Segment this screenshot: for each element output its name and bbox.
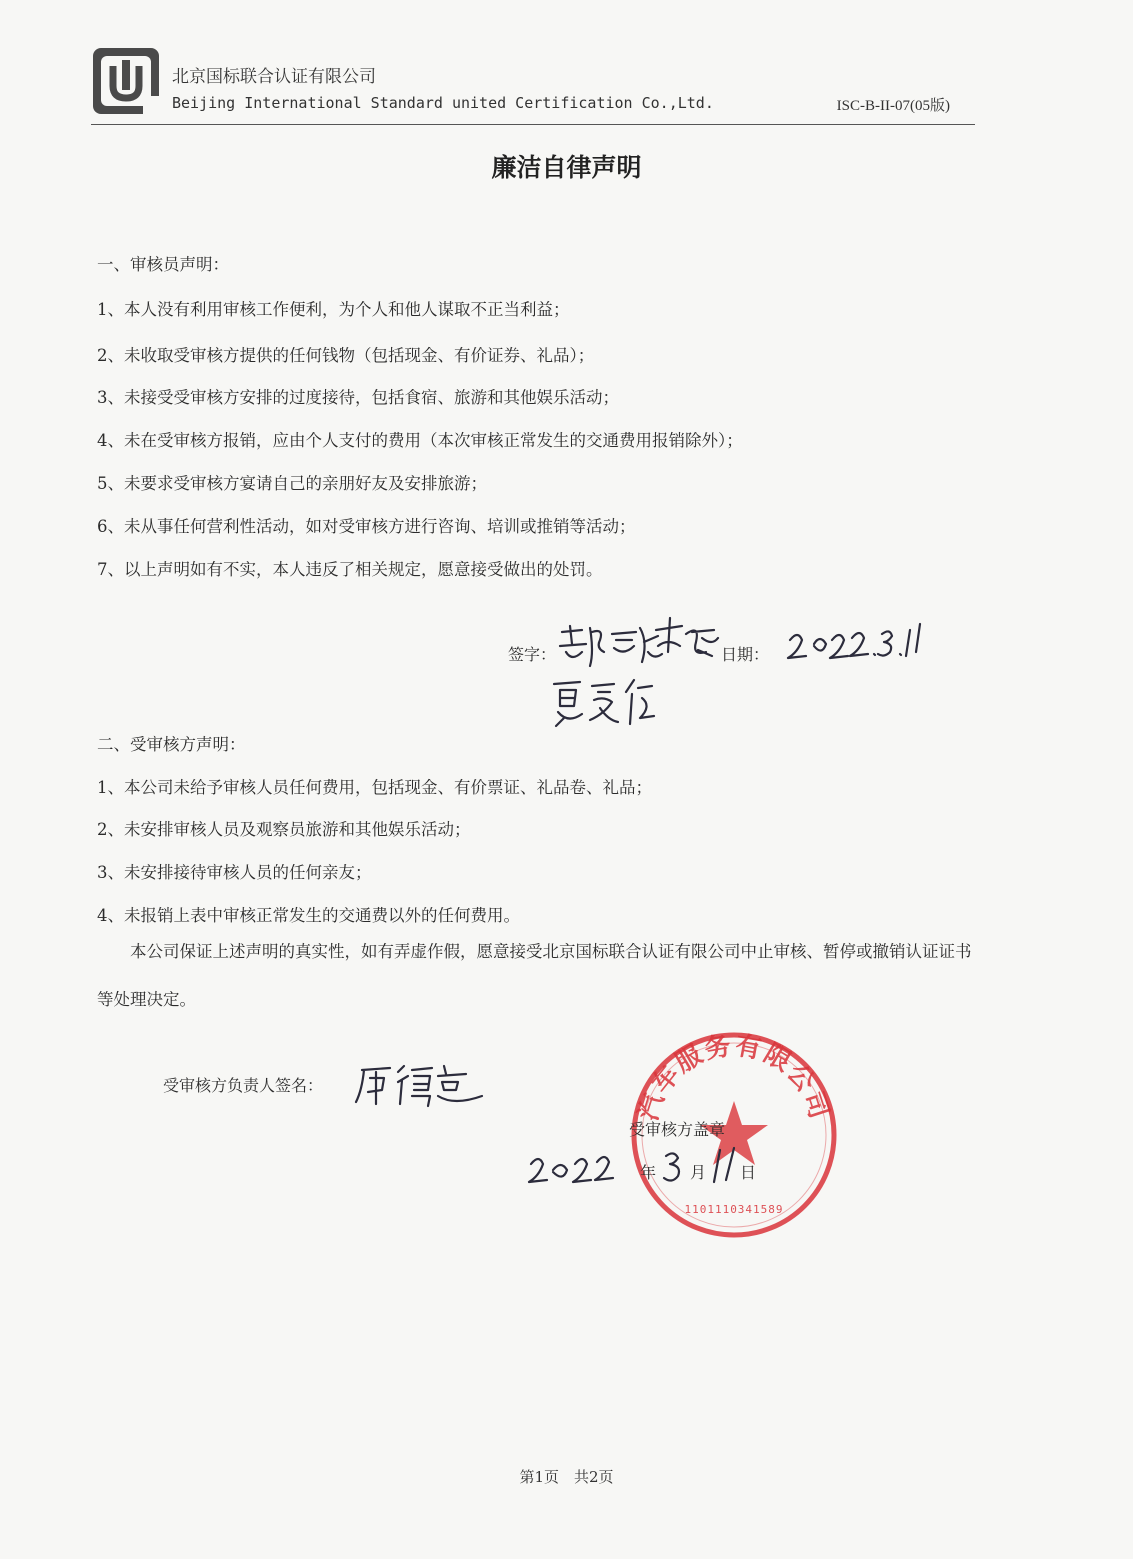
- company-name-en: Beijing International Standard united Certification Co.,Ltd.: [172, 94, 714, 112]
- date-label: 日期：: [721, 645, 770, 664]
- stamp-text: 汽车服务有限公司: [633, 1030, 835, 1125]
- responsible-sign-label: 受审核方负责人签名：: [163, 1076, 324, 1095]
- section1-heading: 一、审核员声明：: [97, 255, 229, 274]
- page-title: 廉洁自律声明: [491, 153, 642, 182]
- section1-item: 7、以上声明如有不实，本人违反了相关规定，愿意接受做出的处罚。: [97, 560, 603, 579]
- section2-item: 2、未安排审核人员及观察员旅游和其他娱乐活动；: [97, 820, 471, 839]
- guarantee-paragraph: 本公司保证上述声明的真实性，如有弄虚作假，愿意接受北京国标联合认证有限公司中止审核、暂停或撤销认证证书等处理决定。: [97, 942, 972, 1009]
- year-label: 年: [640, 1163, 657, 1182]
- auditor-signature-1: [556, 622, 666, 670]
- auditor-signature-3: [548, 676, 658, 730]
- responsible-month-handwritten: [662, 1148, 688, 1186]
- responsible-day-handwritten: [710, 1146, 740, 1186]
- auditor-signature-2: [652, 616, 722, 666]
- section2-heading: 二、受审核方声明：: [97, 735, 246, 754]
- section1-item: 1、本人没有利用审核工作便利，为个人和他人谋取不正当利益；: [97, 300, 570, 319]
- isc-logo-icon: [91, 46, 161, 116]
- auditor-date-handwritten: [784, 620, 924, 666]
- stamp-number: 1101110341589: [684, 1203, 784, 1216]
- document-code: ISC-B-II-07(05版): [836, 98, 950, 114]
- section2-item: 1、本公司未给予审核人员任何费用，包括现金、有价票证、礼品卷、礼品；: [97, 778, 652, 797]
- section2-item: 3、未安排接待审核人员的任何亲友；: [97, 863, 372, 882]
- section1-item: 4、未在受审核方报销，应由个人支付的费用（本次审核正常发生的交通费用报销除外）；: [97, 431, 743, 450]
- page-number: 第1页 共2页: [519, 1468, 614, 1486]
- section2-item: 4、未报销上表中审核正常发生的交通费以外的任何费用。: [97, 906, 520, 925]
- header-divider: [91, 124, 975, 125]
- section1-item: 2、未收取受审核方提供的任何钱物（包括现金、有价证券、礼品）；: [97, 346, 595, 365]
- section1-item: 5、未要求受审核方宴请自己的亲朋好友及安排旅游；: [97, 474, 487, 493]
- month-label: 月: [690, 1163, 707, 1182]
- section1-item: 3、未接受受审核方安排的过度接待，包括食宿、旅游和其他娱乐活动；: [97, 388, 619, 407]
- responsible-year-handwritten: [525, 1148, 617, 1190]
- sign-label: 签字：: [508, 645, 557, 664]
- day-label: 日: [740, 1163, 757, 1182]
- section1-item: 6、未从事任何营利性活动，如对受审核方进行咨询、培训或推销等活动；: [97, 517, 636, 536]
- responsible-signature: [354, 1060, 486, 1112]
- seal-label: 受审核方盖章: [629, 1120, 726, 1139]
- company-name-cn: 北京国标联合认证有限公司: [172, 67, 376, 87]
